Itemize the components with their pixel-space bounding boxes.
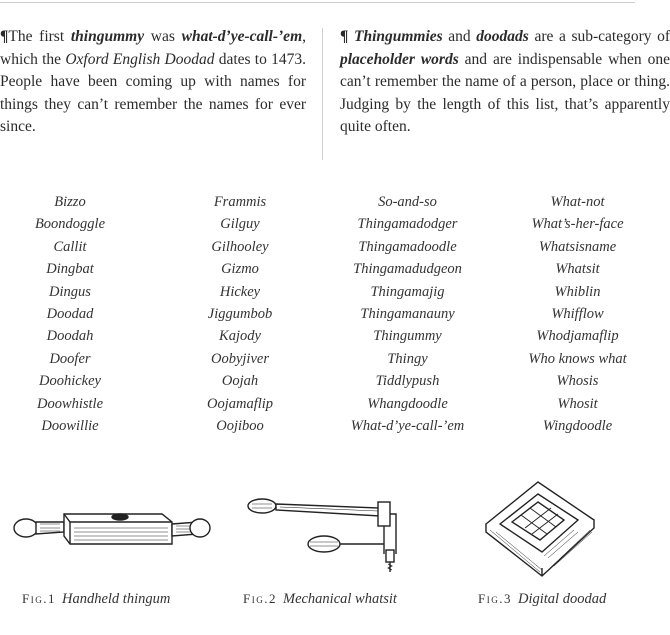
word-item: Who knows what	[528, 350, 627, 367]
word-item: Thingy	[387, 350, 428, 367]
word-item: Oobyjiver	[211, 350, 269, 367]
intro-right-text-3: and are indispensable when one can’t remember the name of a person, place or thing. Judging by the length of this list, that’s apparently quite often.	[340, 50, 670, 136]
term-placeholder-words: placeholder words	[340, 50, 459, 68]
word-item: Thingamadudgeon	[353, 261, 462, 278]
word-item: What-not	[550, 194, 605, 210]
word-item: Whosit	[557, 395, 598, 412]
figure-caption-1	[22, 591, 170, 608]
word-item: Gilhooley	[211, 238, 269, 255]
word-item: Thingamanauny	[360, 306, 455, 323]
word-item: Doodad	[46, 306, 94, 323]
digital-doodad-illustration	[478, 472, 598, 582]
word-item: Doofer	[49, 350, 91, 367]
word-column-1	[20, 191, 120, 437]
term-what-dye-call-em: what-d’ye-call-’em	[181, 28, 303, 45]
word-item: Whatsisname	[538, 238, 617, 255]
figure-label: Fig.3	[478, 591, 512, 606]
word-item: Oojiboo	[216, 418, 264, 435]
word-item: Whiblin	[554, 283, 601, 300]
source-title: Oxford English Doodad	[65, 50, 215, 68]
word-item: Gizmo	[221, 261, 259, 278]
intro-left-text-4: dates to 1473. People have been coming up with names for things they can’t remember the names for ever since.	[0, 50, 306, 136]
column-divider	[322, 28, 323, 160]
word-item: Doodah	[46, 328, 94, 345]
word-item: Thingamadoodle	[358, 238, 457, 255]
word-item: Gilguy	[220, 216, 260, 233]
word-item: Wingdoodle	[542, 418, 613, 435]
word-item: Whangdoodle	[367, 395, 448, 412]
word-item: Thingamadodger	[357, 216, 458, 233]
figure-label: Fig.2	[243, 591, 277, 606]
top-rule	[0, 2, 635, 3]
mechanical-whatsit-illustration	[240, 494, 410, 574]
figure-caption-2	[243, 591, 397, 608]
word-item: Whatsit	[555, 261, 600, 278]
intro-left-text-1: The first	[8, 28, 71, 45]
word-item: Kajody	[219, 328, 261, 345]
figure-label: Fig.1	[22, 591, 56, 606]
word-item: Hickey	[219, 283, 261, 300]
figure-caption-3	[478, 591, 606, 608]
word-item: Bizzo	[54, 194, 86, 210]
term-thingummies: Thingummies	[353, 28, 443, 45]
intro-paragraph-right	[340, 26, 670, 139]
intro-left-text-2: was	[144, 28, 182, 45]
word-item: Dingus	[49, 283, 91, 300]
word-item: Oojamaflip	[206, 395, 274, 412]
word-item: Callit	[53, 238, 87, 255]
handheld-thingum-illustration	[12, 492, 212, 562]
intro-left-text-3: , which the	[0, 28, 306, 68]
word-item: What’s-her-face	[531, 216, 624, 233]
word-item: Whosis	[556, 373, 599, 390]
word-item: Thingamajig	[370, 283, 445, 300]
intro-right-text-1: and	[442, 28, 477, 45]
word-column-4	[510, 191, 645, 437]
word-item: So-and-so	[378, 194, 437, 210]
figure-title: Digital doodad	[517, 591, 607, 607]
word-item: Doohickey	[39, 373, 101, 390]
word-item: Tiddlypush	[375, 373, 440, 390]
word-item: Dingbat	[46, 261, 94, 278]
word-item: Boondoggle	[34, 216, 106, 233]
figure-title: Handheld thingum	[61, 591, 171, 607]
word-item: Whodjamaflip	[536, 328, 619, 345]
word-item: Thingummy	[373, 328, 442, 345]
term-thingummy: thingummy	[70, 28, 145, 45]
word-item: Oojah	[221, 373, 259, 390]
word-item: Whifflow	[551, 306, 604, 323]
pilcrow-mark: ¶	[0, 28, 9, 45]
word-item: Doowhistle	[36, 395, 104, 412]
word-item: What-d’ye-call-’em	[350, 418, 465, 435]
word-column-2	[190, 191, 290, 437]
intro-paragraph-left	[0, 26, 306, 139]
word-item: Doowillie	[41, 418, 99, 435]
figure-title: Mechanical whatsit	[282, 591, 397, 607]
word-column-3	[340, 191, 475, 437]
word-item: Jiggumbob	[207, 306, 273, 323]
word-item: Frammis	[213, 194, 267, 210]
intro-right-text-2: are a sub-category of	[528, 28, 670, 45]
pilcrow-mark: ¶	[340, 28, 349, 45]
term-doodads: doodads	[476, 28, 529, 45]
